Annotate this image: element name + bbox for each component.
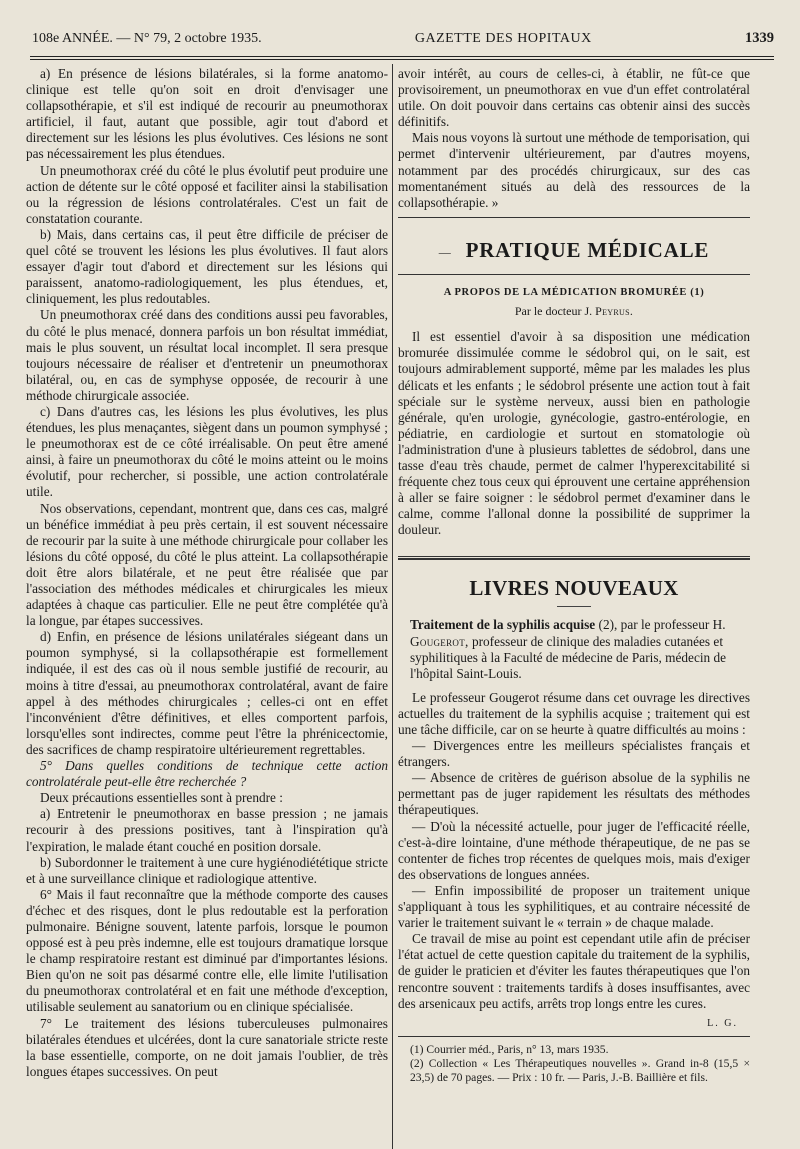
paragraph: b) Subordonner le traitement à une cure hygiénodiététique stricte et à une surveillance clinique et radiologique attentive. bbox=[26, 854, 388, 886]
paragraph: a) En présence de lésions bilatérales, si la forme anatomo-clinique est telle qu'on soit en droit d'envisager une collapsothérapie, et s'il est indiqué de recourir au pneumothorax artificiel, il faut, autant que possible, agir tout d'abord et directement sur les lésions les plus évolutives. Ces lésions ne sont pas nécessairement les plus étendues. bbox=[26, 66, 388, 162]
section-title-pratique: — PRATIQUE MÉDICALE bbox=[438, 237, 710, 262]
left-column bbox=[26, 66, 388, 1141]
right-column bbox=[398, 66, 750, 1141]
section-title-livres: LIVRES NOUVEAUX bbox=[469, 576, 679, 601]
column-divider bbox=[392, 64, 393, 1149]
question-heading: 5° Dans quelles conditions de technique cette action controlatérale peut-elle être recherchée ? bbox=[26, 758, 388, 790]
ornament: — bbox=[438, 245, 452, 260]
footnote: (1) Courrier méd., Paris, n° 13, mars 1935. bbox=[410, 1042, 609, 1056]
header-rule-2 bbox=[30, 59, 774, 60]
paragraph: — Enfin impossibilité de proposer un traitement unique s'appliquant à tous les syphilitiques, et au contraire nécessité de varier le traitement suivant le « terrain » de chaque malade. bbox=[398, 882, 750, 931]
paragraph: Ce travail de mise au point est cependant utile afin de préciser l'état actuel de cette question capitale du traitement de la syphilis, de guider le praticien et d'éviter les fautes thérapeutiques que l'on rencontre souvent : traitements tardifs à doses insuffisantes, avec des arsenicaux peu actifs, arrêts trop longs entre les cures. bbox=[398, 931, 750, 1011]
paragraph: Il est essentiel d'avoir à sa disposition une médication bromurée dissimulée comme le sédobrol qui, on le sait, est toujours admirablement supporté, même par les malades les plus délicats et les enfants ; le sédobrol présente une action tout à fait spéciale sur le système nerveux, aussi bien en pathologie générale, qu'en urologie, gynécologie, gastro-entérologie, en pédiatrie, en cardiologie et surtout en stomatologie où l'administration d'une à plusieurs tablettes de sédobrol, dans une tasse d'eau très chaude, permet de calmer l'hyperexcitabilité si fréquente chez tous ceux qui éprouvent une certaine appréhension à aller se faire soigner : le sédobrol permet d'examiner dans le calme, comme l'allonal donne la possibilité de supprimer la douleur. bbox=[398, 329, 750, 538]
page-number: 1339 bbox=[745, 30, 774, 46]
title-rule bbox=[398, 274, 750, 275]
footnote: (2) Collection « Les Thérapeutiques nouvelles ». Grand in-8 (15,5 × 23,5) de 70 pages. — Prix : 10 fr. — Paris, J.-B. Baillière et fils. bbox=[410, 1056, 750, 1084]
book-title: Traitement de la syphilis acquise bbox=[410, 617, 596, 633]
paragraph: Deux précautions essentielles sont à prendre : bbox=[40, 790, 283, 806]
paragraph: Mais nous voyons là surtout une méthode de temporisation, qui permet d'intervenir ultérieurement, par d'autres moyens, notamment par des procédés chirurgicaux, sur des cas momentanément situés au delà des ressources de la collapsothérapie. » bbox=[398, 130, 750, 210]
paragraph: — Divergences entre les meilleurs spécialistes français et étrangers. bbox=[398, 738, 750, 770]
footnote-rule bbox=[398, 1036, 750, 1037]
paragraph: b) Mais, dans certains cas, il peut être difficile de préciser de quel côté se trouvent les lésions les plus évolutives. Il faut alors essayer d'agir tout d'abord et directement sur les lésions qui paraissent, anatomo-radiologiquement, les plus étendues, et, cliniquement, les plus redoutables. bbox=[26, 226, 388, 307]
paragraph: — D'où la nécessité actuelle, pour juger de l'efficacité réelle, c'est-à-dire lointaine, d'une méthode thérapeutique, de ne pas se contenter de fiches trop récentes de quelques mois, mais d'exiger des observations de longues années. bbox=[398, 818, 750, 882]
paragraph: d) Enfin, en présence de lésions unilatérales siégeant dans un poumon symphysé, si la collapsothérapie est formellement indiquée, il est des cas où il nous semble justifié de recourir, au moins à titre d'essai, au pneumothorax controlatéral, avant de faire appel à des méthodes chirurgicales ; celles-ci ont en effet l'inconvénient d'être définitives, et elles comportent parfois, lorsqu'elles sont indirectes, comme peut l'être la phrénicectomie, des sacrifices de champ respiratoire ultérieurement regrettables. bbox=[26, 629, 388, 757]
author-name: Peyrus. bbox=[595, 304, 634, 319]
paragraph: Un pneumothorax créé du côté le plus évolutif peut produire une action de détente sur le côté opposé et faciliter ainsi la stabilisation ou la régression de lésions controlatérales. C'est un fait de constatation courante. bbox=[26, 162, 388, 226]
paragraph: Le professeur Gougerot résume dans cet ouvrage les directives actuelles du traitement de la syphilis acquise ; traitement qui est une tâche difficile, car on se heurte à quatre difficultés au moins : bbox=[398, 689, 750, 737]
ornament-rule bbox=[557, 606, 591, 607]
paragraph: Un pneumothorax créé dans des conditions aussi peu favorables, du côté le plus menacé, donnera parfois un bon résultat immédiat, mais le plus souvent, un résultat local incomplet. Il sera presque toujours nécessaire de réaliser et d'entretenir un pneumothorax bilatéral, ou, en cas de symphyse opposée, de recourir à une méthode chirurgicale associée. bbox=[26, 307, 388, 403]
signature: L. G. bbox=[707, 1017, 738, 1029]
section-rule-thick bbox=[398, 558, 750, 560]
paragraph: a) Entretenir le pneumothorax en basse pression ; ne jamais recourir à des pressions positives, tant à l'inspiration qu'à l'expiration, le malade étant couché en position dorsale. bbox=[26, 806, 388, 854]
paragraph: avoir intérêt, au cours de celles-ci, à établir, ne fût-ce que provisoirement, un pneumothorax en vue d'un effet controlatéral utile. On doit pouvoir dans certains cas obtenir ainsi des succès définitifs. bbox=[398, 66, 750, 130]
paragraph: c) Dans d'autres cas, les lésions les plus évolutives, les plus étendues, les plus menaçantes, siègent dans un poumon symphysé ; le pneumothorax est de ce côté irréalisable. On peut être amené ainsi, à faire un pneumothorax du côté le moins atteint ou le moins évolutif, pour rechercher, si possible, une action controlatérale utile. bbox=[26, 403, 388, 500]
book-author: Gougerot, bbox=[410, 633, 469, 649]
paragraph: 6° Mais il faut reconnaître que la méthode comporte des causes d'échec et des risques, dont le plus redoutable est la perforation pulmonaire. Bénigne souvent, latente parfois, lorsque le poumon opposé est à peu près indemne, elle est toujours dramatique lorsque le champ respiratoire restant est diminué par d'importantes lésions. Bien qu'on ne soit pas désarmé contre elle, elle limite l'utilisation du pneumothorax controlatéral et en fait une méthode d'exception, utilisable seulement au sanatorium ou en clinique spécialisée. bbox=[26, 886, 388, 1015]
paragraph: 7° Le traitement des lésions tuberculeuses pulmonaires bilatérales étendues et ulcérées, dont la cure sanatoriale stricte reste la base essentielle, comporte, on ne doit jamais l'oublier, de très longues étapes successives. On peut bbox=[26, 1015, 388, 1079]
book-entry: Traitement de la syphilis acquise (2), par le professeur H. Gougerot, professeur de clinique des maladies cutanées et syphilitiques à la Faculté de médecine de Paris, médecin de l'hôpital Saint-Louis. bbox=[410, 617, 727, 681]
byline: Par le docteur J. Peyrus. bbox=[514, 304, 634, 319]
header-rule bbox=[30, 56, 774, 57]
article-subtitle: A PROPOS DE LA MÉDICATION BROMURÉE (1) bbox=[443, 287, 705, 299]
header-title: GAZETTE DES HOPITAUX bbox=[414, 31, 592, 46]
section-rule bbox=[398, 556, 750, 557]
section-rule bbox=[398, 217, 750, 218]
header-issue: 108e ANNÉE. — N° 79, 2 octobre 1935. bbox=[32, 31, 262, 46]
paragraph: — Absence de critères de guérison absolue de la syphilis ne permettant pas de juger rapidement les résultats des méthodes thérapeutiques. bbox=[398, 770, 750, 818]
paragraph: Nos observations, cependant, montrent que, dans ces cas, malgré un bénéfice immédiat à peu près certain, il est souvent nécessaire de recourir par la suite à une méthode chirurgicale pour collaber les lésions du côté opposé, du côté le plus atteint. La collapsothérapie doit être alors bilatérale, et ne peut être réalisée que par l'association des méthodes médicales et chirurgicales les mieux adaptées à chaque cas particulier. Elle ne peut être complétée qu'à la longue, par étapes successives. bbox=[26, 500, 388, 629]
running-header bbox=[32, 30, 774, 54]
